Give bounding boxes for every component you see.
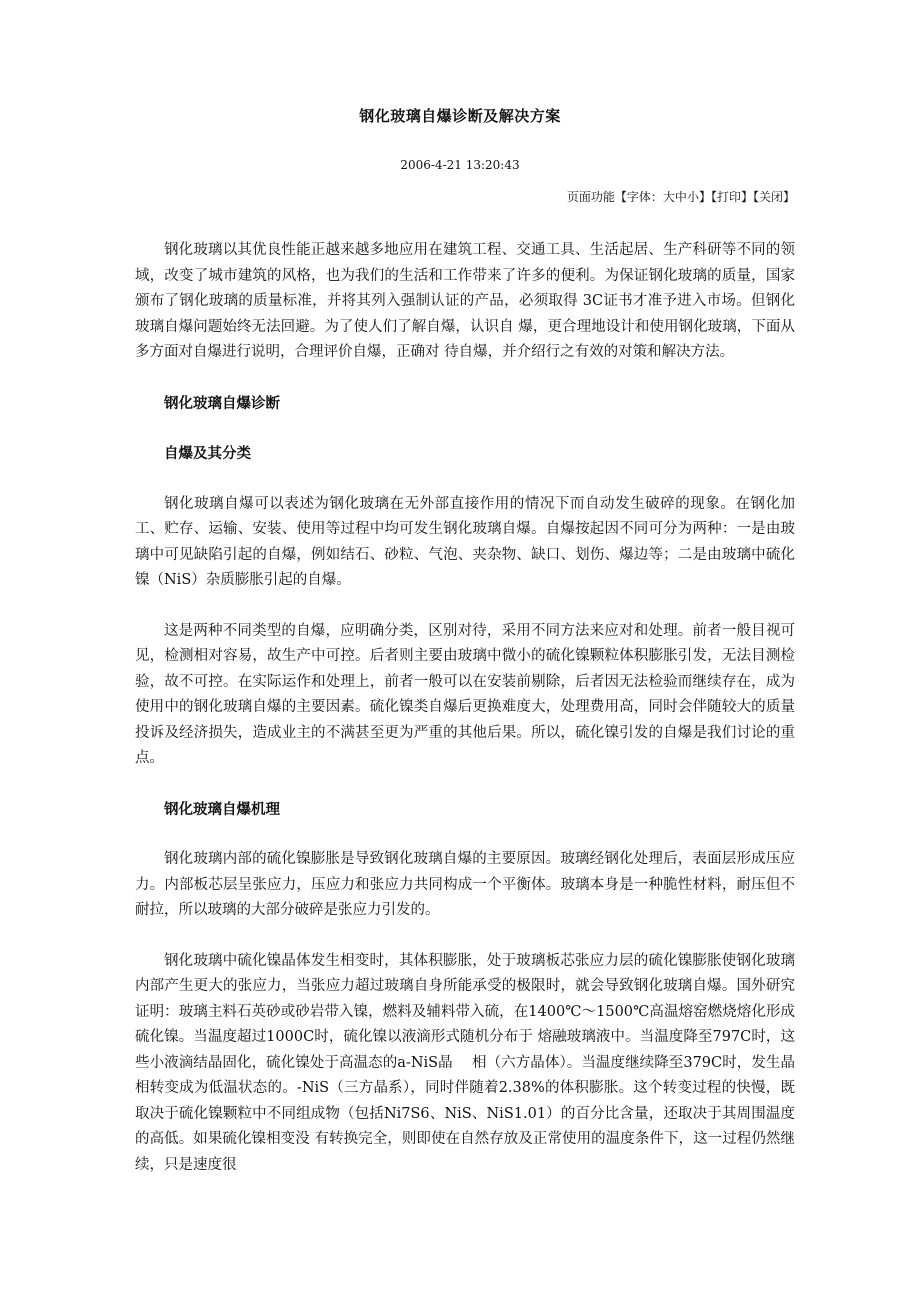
font-large-link[interactable]: 大 bbox=[662, 190, 675, 204]
article-body bbox=[135, 238, 795, 1203]
section-heading-classification: 自爆及其分类 bbox=[164, 445, 251, 462]
toolbar-prefix: 页面功能 bbox=[566, 190, 615, 204]
publish-datetime: 2006-4-21 13:20:43 bbox=[400, 158, 520, 172]
font-medium-link[interactable]: 中 bbox=[674, 190, 687, 204]
print-link[interactable]: 【打印】 bbox=[710, 190, 753, 204]
paragraph-stress: 钢化玻璃内部的硫化镍膨胀是导致钢化玻璃自爆的主要原因。玻璃经钢化处理后，表面层形成压应力。内部板芯层呈张应力，压应力和张应力共同构成一个平衡体。玻璃本身是一种脆性材料，耐压但不耐拉，所以玻璃的大部分破碎是张应力引发的。 bbox=[135, 851, 795, 918]
paragraph-types: 这是两种不同类型的自爆，应明确分类，区别对待，采用不同方法来应对和处理。前者一般目视可见，检测相对容易，故生产中可控。后者则主要由玻璃中微小的硫化镍颗粒体积膨胀引发，无法目测检验，故不可控。在实际运作和处理上，前者一般可以在安装前剔除，后者因无法检验而继续存在，成为使用中的钢化玻璃自爆的主要因素。硫化镍类自爆后更换难度大，处理费用高，同时会伴随较大的质量投诉及经济损失，造成业主的不满甚至更为严重的其他后果。所以，硫化镍引发的自爆是我们讨论的重点。 bbox=[135, 622, 795, 766]
font-size-label-close: 】 bbox=[698, 190, 711, 204]
section-heading-mechanism: 钢化玻璃自爆机理 bbox=[164, 800, 280, 818]
paragraph-definition: 钢化玻璃自爆可以表述为钢化玻璃在无外部直接作用的情况下而自动发生破碎的现象。在钢化加工、贮存、运输、安装、使用等过程中均可发生钢化玻璃自爆。自爆按起因不同可分为两种：一是由玻璃中可见缺陷引起的自爆，例如结石、砂粒、气泡、夹杂物、缺口、划伤、爆边等；二是由玻璃中硫化镍（NiS）杂质膨胀引起的自爆。 bbox=[135, 495, 795, 588]
paragraph-nickel-sulfide: 钢化玻璃中硫化镍晶体发生相变时，其体积膨胀，处于玻璃板芯张应力层的硫化镍膨胀使钢化玻璃内部产生更大的张应力，当张应力超过玻璃自身所能承受的极限时，就会导致钢化玻璃自爆。国外研究证明：玻璃主料石英砂或砂岩带入镍，燃料及辅料带入硫，在1400℃～1500℃高温熔窑燃烧熔化形成硫化镍。当温度超过1000C时，硫化镍以液滴形式随机分布于 熔融玻璃液中。当温度降至797C时，这些小液滴结晶固化，硫化镍处于高温态的a-NiS晶 相（六方晶体）。当温度继续降至379C时，发生晶相转变成为低温状态的。-NiS（三方晶系），同时伴随着2.38%的体积膨胀。这个转变过程的快慢，既取决于硫化镍颗粒中不同组成物（包括Ni7S6、NiS、NiS1.01）的百分比含量，还取决于其周围温度的高低。如果硫化镍相变没 有转换完全，则即使在自然存放及正常使用的温度条件下，这一过程仍然继续，只是速度很 bbox=[135, 952, 795, 1173]
page-function-toolbar bbox=[567, 188, 795, 205]
page-title: 钢化玻璃自爆诊断及解决方案 bbox=[359, 107, 561, 125]
section-heading-diagnosis: 钢化玻璃自爆诊断 bbox=[164, 394, 280, 412]
font-size-label-open: 【字体： bbox=[614, 190, 663, 204]
font-small-link[interactable]: 小 bbox=[686, 190, 699, 204]
intro-paragraph: 钢化玻璃以其优良性能正越来越多地应用在建筑工程、交通工具、生活起居、生产科研等不同的领域，改变了城市建筑的风格，也为我们的生活和工作带来了许多的便利。为保证钢化玻璃的质量，国家颁布了钢化玻璃的质量标准，并将其列入强制认证的产品，必须取得 3C证书才准予进入市场。但钢化玻璃自爆问题始终无法回避。为了使人们了解自爆，认识自 爆，更合理地设计和使用钢化玻璃，下面从多方面对自爆进行说明，合理评价自爆，正确对 待自爆，并介绍行之有效的对策和解决方法。 bbox=[135, 242, 795, 360]
close-link[interactable]: 【关闭】 bbox=[752, 190, 795, 204]
